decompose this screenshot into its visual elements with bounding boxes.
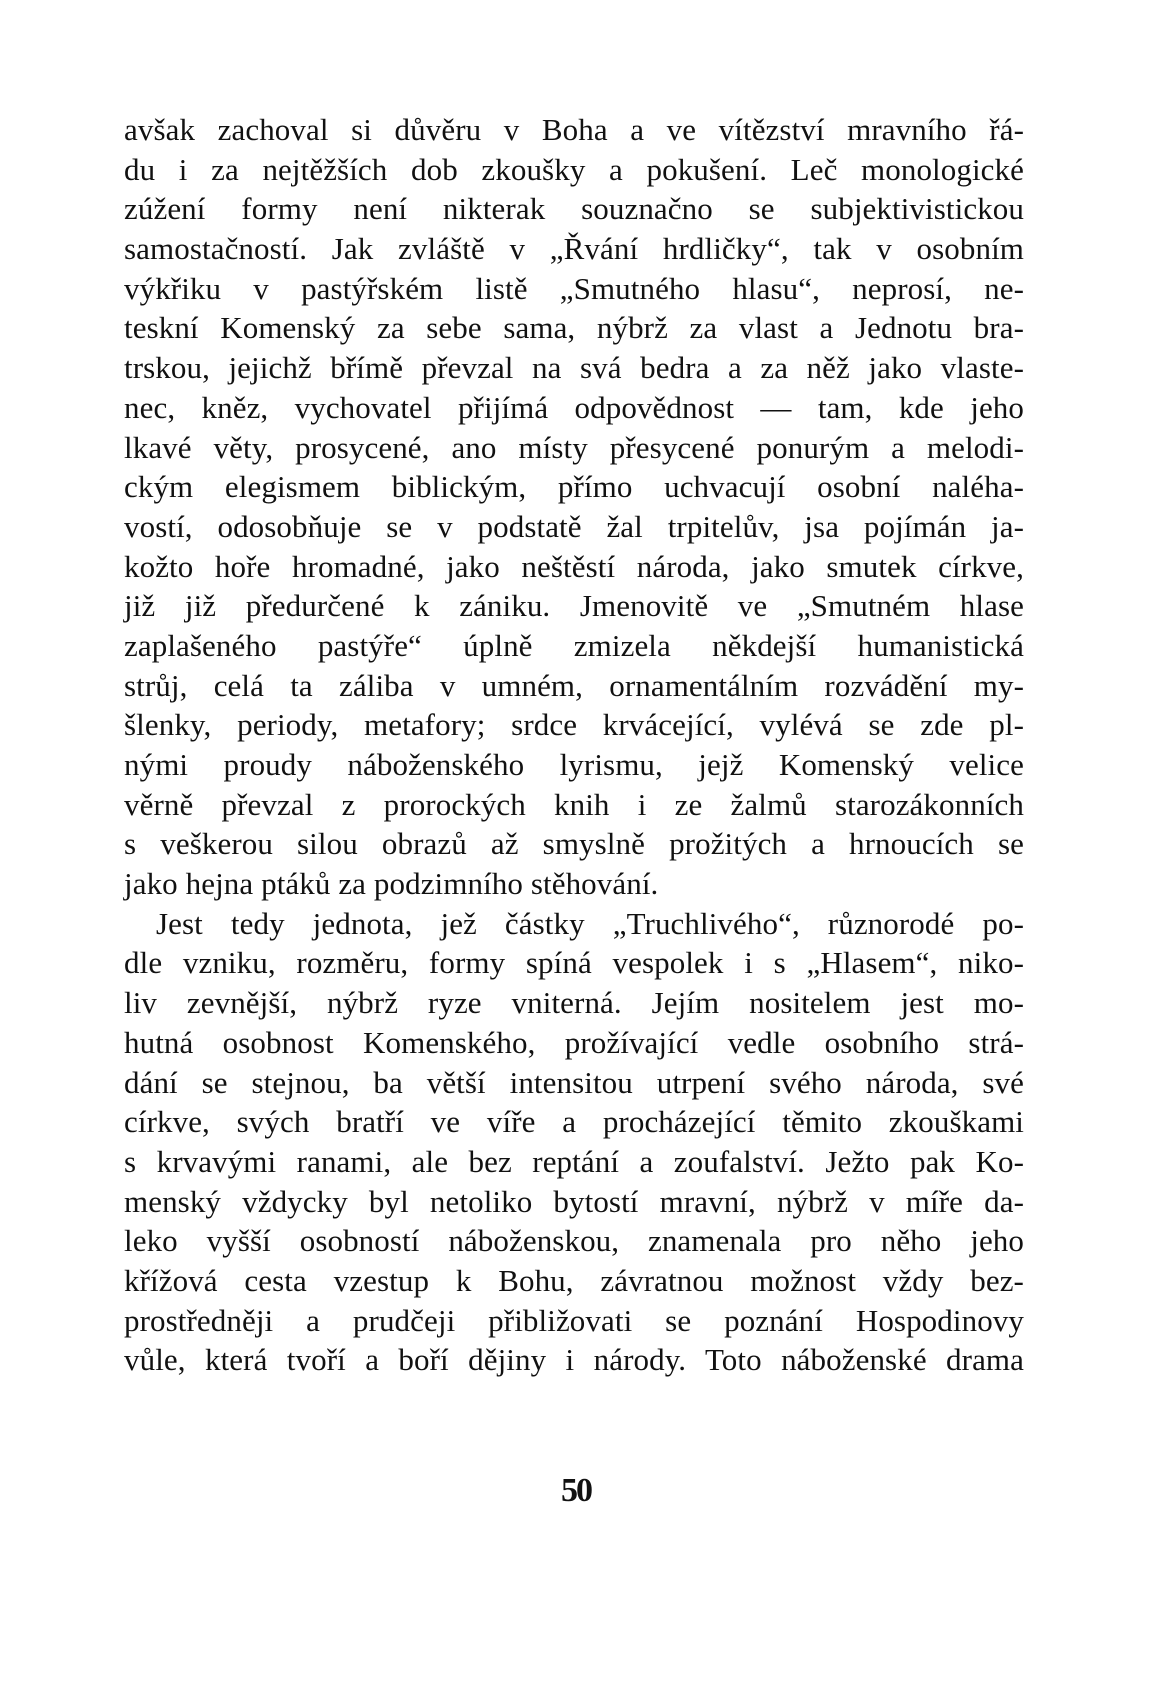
text-line: teskní Komenský za sebe sama, nýbrž za vlast a Jednotu bra- xyxy=(124,310,1024,346)
text-line: vostí, odosobňuje se v podstatě žal trpitelův, jsa pojímán ja- xyxy=(124,508,1024,544)
text-line: s veškerou silou obrazů až smyslně prožitých a hrnoucích se xyxy=(124,826,1024,862)
text-line: avšak zachoval si důvěru v Boha a ve vítězství mravního řá- xyxy=(124,112,1024,147)
text-line: leko vyšší osobností náboženskou, znamenala pro něho jeho xyxy=(124,1223,1024,1259)
text-line: vůle, která tvoří a boří dějiny i národy. Toto náboženské drama xyxy=(124,1342,1024,1378)
body-text xyxy=(124,110,1024,1380)
paragraph xyxy=(124,110,1024,904)
text-line: samostačností. Jak zvláště v „Řvání hrdličky“, tak v osobním xyxy=(124,231,1024,267)
text-line: hutná osobnost Komenského, prožívající vedle osobního strá- xyxy=(124,1024,1024,1060)
text-line: trskou, jejichž břímě převzal na svá bedra a za něž jako vlaste- xyxy=(124,350,1024,386)
text-line: dání se stejnou, ba větší intensitou utrpení svého národa, své xyxy=(124,1064,1024,1100)
text-line: šlenky, periody, metafory; srdce krvácející, vylévá se zde pl- xyxy=(124,707,1024,743)
text-line: křížová cesta vzestup k Bohu, závratnou možnost vždy bez- xyxy=(124,1262,1024,1298)
text-line: menský vždycky byl netoliko bytostí mravní, nýbrž v míře da- xyxy=(124,1183,1024,1219)
text-line: již již předurčené k zániku. Jmenovitě ve „Smutném hlase xyxy=(124,588,1024,624)
paragraph xyxy=(124,904,1024,1380)
text-line: liv zevnější, nýbrž ryze vniterná. Jejím nositelem jest mo- xyxy=(124,985,1024,1021)
text-line: dle vzniku, rozměru, formy spíná vespolek i s „Hlasem“, niko- xyxy=(124,945,1024,981)
text-line: du i za nejtěžších dob zkoušky a pokušení. Leč monologické xyxy=(124,151,1024,187)
text-line: s krvavými ranami, ale bez reptání a zoufalství. Ježto pak Ko- xyxy=(124,1143,1024,1179)
text-line: nými proudy náboženského lyrismu, jejž Komenský velice xyxy=(124,747,1024,782)
text-line: církve, svých bratří ve víře a procházející těmito zkouškami xyxy=(124,1104,1024,1140)
text-line: zaplašeného pastýře“ úplně zmizela někdejší humanistická xyxy=(124,627,1024,663)
text-line: Jest tedy jednota, jež částky „Truchlivého“, různorodé po- xyxy=(156,905,1024,941)
text-line: strůj, celá ta záliba v umném, ornamentálním rozvádění my- xyxy=(124,667,1024,703)
text-line: výkřiku v pastýřském listě „Smutného hlasu“, neprosí, ne- xyxy=(124,270,1024,306)
text-line: prostředněji a prudčeji přibližovati se poznání Hospodinovy xyxy=(124,1302,1024,1338)
text-line: zúžení formy není nikterak souznačno se subjektivistickou xyxy=(124,191,1024,227)
text-line: ckým elegismem biblickým, přímo uchvacují osobní naléha- xyxy=(124,469,1024,505)
text-line: jako hejna ptáků za podzimního stěhování. xyxy=(124,866,659,902)
text-line: lkavé věty, prosycené, ano místy přesycené ponurým a melodi- xyxy=(124,429,1024,465)
page-number: 50 xyxy=(561,1472,591,1509)
text-line: kožto hoře hromadné, jako neštěstí národa, jako smutek církve, xyxy=(124,548,1024,584)
text-line: věrně převzal z prorockých knih i ze žalmů starozákonních xyxy=(124,786,1024,822)
text-line: nec, kněz, vychovatel přijímá odpovědnost — tam, kde jeho xyxy=(124,389,1024,425)
